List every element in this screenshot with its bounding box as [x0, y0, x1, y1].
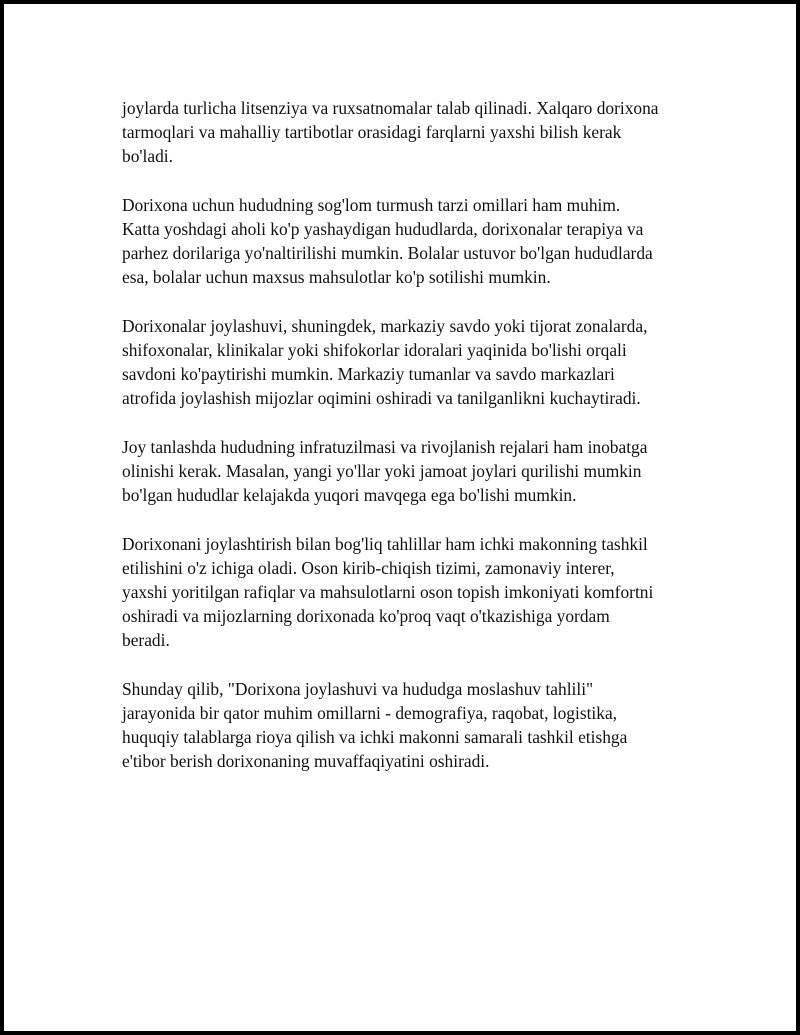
- text-line: yaxshi yoritilgan rafiqlar va mahsulotlarni oson topish imkoniyati komfortni: [122, 582, 654, 602]
- text-line: etilishini o'z ichiga oladi. Oson kirib-chiqish tizimi, zamonaviy interer,: [122, 557, 615, 578]
- text-line: bo'lgan hududlar kelajakda yuqori mavqega ega bo'lishi mumkin.: [122, 485, 577, 506]
- paragraph-1: [122, 96, 702, 169]
- text-line: Dorixona uchun hududning sog'lom turmush tarzi omillari ham muhim.: [122, 194, 621, 215]
- paragraph-5: [122, 532, 702, 653]
- text-line: tarmoqlari va mahalliy tartibotlar orasidagi farqlarni yaxshi bilish kerak: [122, 122, 622, 143]
- text-line: atrofida joylashish mijozlar oqimini oshiradi va tanilganlikni kuchaytiradi.: [122, 388, 641, 409]
- text-line: jarayonida bir qator muhim omillarni - demografiya, raqobat, logistika,: [122, 703, 618, 723]
- text-line: esa, bolalar uchun maxsus mahsulotlar ko'p sotilishi mumkin.: [122, 267, 551, 288]
- text-line: huquqiy talablarga rioya qilish va ichki makonni samarali tashkil etishga: [122, 727, 628, 748]
- paragraph-4: [122, 435, 702, 508]
- document-body: [122, 96, 702, 798]
- text-line: olinishi kerak. Masalan, yangi yo'llar yoki jamoat joylari qurilishi mumkin: [122, 461, 642, 481]
- text-line: beradi.: [122, 630, 170, 651]
- paragraph-6: [122, 677, 702, 774]
- text-line: savdoni ko'paytirishi mumkin. Markaziy tumanlar va savdo markazlari: [122, 364, 615, 385]
- text-line: shifoxonalar, klinikalar yoki shifokorlar idoralari yaqinida bo'lishi orqali: [122, 340, 627, 360]
- text-line: oshiradi va mijozlarning dorixonada ko'proq vaqt o'tkazishiga yordam: [122, 606, 610, 627]
- text-line: joylarda turlicha litsenziya va ruxsatnomalar talab qilinadi. Xalqaro dorixona: [122, 98, 659, 118]
- text-line: bo'ladi.: [122, 146, 173, 167]
- text-line: Dorixonalar joylashuvi, shuningdek, markaziy savdo yoki tijorat zonalarda,: [122, 315, 648, 336]
- paragraph-3: [122, 314, 702, 411]
- paragraph-2: [122, 193, 702, 290]
- text-line: e'tibor berish dorixonaning muvaffaqiyatini oshiradi.: [122, 751, 490, 772]
- text-line: Shunday qilib, "Dorixona joylashuvi va hududga moslashuv tahlili": [122, 678, 594, 699]
- text-line: Katta yoshdagi aholi ko'p yashaydigan hududlarda, dorixonalar terapiya va: [122, 219, 644, 239]
- text-line: Joy tanlashda hududning infratuzilmasi va rivojlanish rejalari ham inobatga: [122, 436, 648, 457]
- text-line: Dorixonani joylashtirish bilan bog'liq tahlillar ham ichki makonning tashkil: [122, 533, 648, 554]
- text-line: parhez dorilariga yo'naltirilishi mumkin. Bolalar ustuvor bo'lgan hududlarda: [122, 243, 653, 264]
